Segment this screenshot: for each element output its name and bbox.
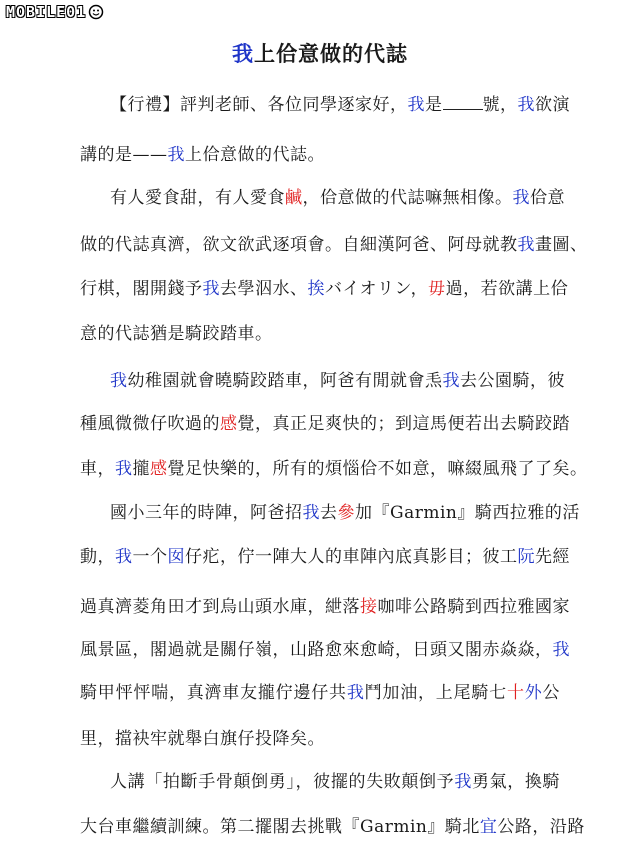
text-segment: 覺足快樂的，所有的煩惱佮不如意，嘛綴風飛了了矣。 [167,459,588,479]
text-line [80,143,560,167]
text-segment: バイオリン， [325,279,429,299]
text-segment: 公路，沿路 [497,817,585,837]
text-segment: 佮意 [530,188,565,208]
highlight-blue: 我 [346,683,365,703]
text-segment: 有人愛食甜，有人愛食 [110,188,285,208]
title-highlight: 我 [232,42,254,66]
highlight-blue: 外 [524,683,543,703]
text-segment: 一个 [132,547,168,567]
text-line [80,457,588,481]
highlight-red: 毋 [428,279,446,299]
highlight-blue: 我 [454,772,472,792]
highlight-blue: 我 [302,503,320,523]
text-segment: 講的是—— [80,145,168,165]
text-line [80,277,569,301]
text-segment: 公 [542,683,561,703]
text-segment: 行棋，閣開錢予 [80,279,203,299]
text-segment: 車， [80,459,115,479]
text-segment: 去 [320,503,338,523]
title-rest: 上佮意做的代誌 [254,42,408,66]
text-segment: 里，擋袂牢就舉白旗仔投降矣。 [80,729,325,749]
text-segment: 做的代誌真濟，欲文欲武逐項會。自細漢阿爸、阿母就教 [80,235,518,255]
text-segment: 過，若欲講上佮 [445,279,569,299]
text-segment: 大台車繼續訓練。第二擺閣去挑戰『Garmin』騎北 [80,817,480,837]
text-segment: 幼稚園就會曉騎跤踏車，阿爸有閒就會𤆬 [127,371,443,391]
document-title [0,38,640,68]
highlight-blue: 我 [110,371,128,391]
highlight-blue: 我 [517,95,535,115]
highlight-blue: 囡 [167,547,185,567]
text-segment: 種風微微仔吹過的 [80,414,220,434]
highlight-blue: 我 [115,547,133,567]
text-segment: ，佮意做的代誌嘛無相像。 [302,188,513,208]
highlight-red: 接 [360,597,378,617]
text-line [80,815,585,839]
highlight-red: 十 [506,683,525,703]
text-segment: 號， [482,95,518,115]
text-segment: 上佮意做的代誌。 [185,145,325,165]
text-segment: 覺，真正足爽快的；到這馬便若出去騎跤踏 [237,414,570,434]
highlight-blue: 我 [167,145,185,165]
text-segment: 意的代誌猶是騎跤踏車。 [80,324,273,344]
text-segment: 騎甲怦怦喘，真濟車友攏佇邊仔共 [80,683,347,703]
text-segment: 國小三年的時陣，阿爸招 [110,503,303,523]
text-segment: 咖啡公路騎到西拉雅國家 [377,597,570,617]
highlight-red: 感 [220,414,238,434]
text-segment: 加『Garmin』騎西拉雅的活 [355,503,580,523]
text-segment: 攏 [132,459,150,479]
text-segment: 先經 [535,547,570,567]
text-segment: 鬥加油，上尾騎七 [364,683,507,703]
text-line [110,501,580,525]
text-segment: 動， [80,547,115,567]
highlight-blue: 宜 [479,817,498,837]
highlight-blue: 阮 [517,547,535,567]
text-segment: 仔疕，佇一陣大人的車陣內底真影目；彼工 [185,547,518,567]
text-segment: 過真濟菱角田才到烏山頭水庫，紲落 [80,597,360,617]
highlight-blue: 我 [202,279,220,299]
text-segment: 是 [425,95,443,115]
text-line [80,545,570,569]
highlight-red: 參 [337,503,355,523]
text-line [80,681,560,705]
text-line [110,186,565,210]
logo-text: MOBILE01 [6,3,87,21]
text-line [80,595,570,619]
text-line [80,322,560,346]
text-line [80,412,570,436]
text-segment: 人講「拍斷手骨顛倒勇」，彼擺的失敗顛倒予 [110,772,455,792]
highlight-blue: 我 [115,459,133,479]
highlight-blue: 我 [512,188,530,208]
text-line [80,233,588,257]
text-line [80,727,560,751]
mobile01-logo [6,2,104,22]
text-segment: 去公園騎，彼 [460,371,565,391]
highlight-blue: 我 [517,235,535,255]
highlight-blue: 我 [552,640,570,660]
text-line [110,369,565,393]
text-segment: 勇氣，換騎 [471,772,561,792]
smiley-icon [88,4,104,20]
highlight-blue: 挨 [307,279,325,299]
text-line [110,93,570,117]
number-blank [443,95,483,110]
highlight-blue: 我 [442,371,460,391]
text-segment: 【行禮】評判老師、各位同學逐家好， [110,95,408,115]
text-segment: 欲演 [535,95,570,115]
highlight-red: 感 [150,459,168,479]
text-segment: 去學泅水、 [220,279,308,299]
text-segment: 風景區，閣過就是關仔嶺，山路愈來愈崎，日頭又閣赤焱焱， [80,640,553,660]
text-line [110,770,560,794]
text-segment: 畫圖、 [535,235,588,255]
text-line [80,638,570,662]
highlight-red: 鹹 [285,188,303,208]
highlight-blue: 我 [407,95,425,115]
